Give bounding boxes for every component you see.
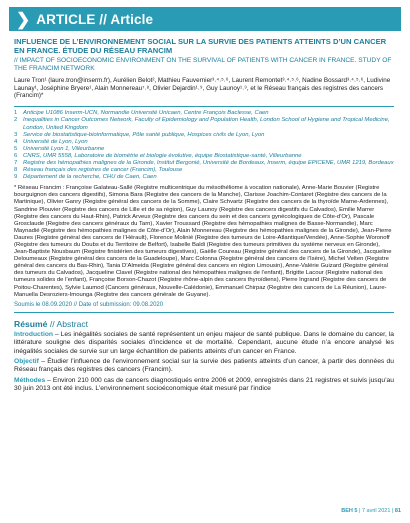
francim-network-note: * Réseau Francim : Françoise Galateau-Sallé (Registre multicentrique du mésothéliome à vocation nationale), Anne-Marie Bouvier (Registre bourguignon des cancers digestifs), Simona Bara (Registre des cancers de la Manche), Clarisse Joachim-Contaret (Registre des cancers de la Martinique), Olivier Ganry (Registre général des cancers de la Somme), Claire Schvartz (Registre des cancers de la thyroïde Marne-Ardennes), Sandrine Plouvier (Registre des cancers de Lille et de sa région), Guy Launoy (Registre des cancers digestifs du Calvados), Emilie Marrer (Registre des cancers du Haut-Rhin), Patrick Arveux (Registre des cancers du sein et des cancers gynécologiques de Côte-d’Or), Pascale Grosclaude (Registre des cancers généraux du Tarn), Xavier Troussard (Registre des hémopathies malignes de Basse-Normandie), Marc Maynadié (Registre des hémopathies malignes de Côte-d’Or), Alain Monnereau (Registre des hémopathies malignes de la Gironde), Jean-Pierre Daures (Registre général des cancers de l’Hérault), Florence Molinié (Registre des tumeurs de Loire-Atlantique/Vendée), Anne-Sophie Woronoff (Registre des tumeurs du Doubs et du Territoire de Belfort), Isabelle Baldi (Registre des tumeurs primitives du système nerveux en Gironde), Jean-Baptiste Nousbaum (Registre finistérien des tumeurs digestives), Gaëlle Coureau (Registre général des cancers de la Gironde), Jacqueline Deloumeaux (Registre général des cancers de la Guadeloupe), Marc Colonna (Registre général des cancers de l’Isère), Michel Velten (Registre général des cancers du Bas-Rhin), Tania D’Almeida (Registre général des cancers en région Limousin), Anne-Valérie Guizard (Registre général des tumeurs du Calvados), Jacqueline Clavel (Registre national des hémopathies malignes de l’enfant), Brigitte Lacour (Registre national des tumeurs solides de l’enfant), Françoise Borson-Chazot (Registre rhône-alpin des cancers thyroïdiens), Pierre Ingrand (Registre des cancers de Poitou-Charentes), Sylvie Laumod (Cancers généraux, Nouvelle-Calédonie), Emmanuel Chirpaz (Registre des cancers de La Réunion), Laure-Manuella Desroziers-Imounga (Registre des cancers générale de Guyane). xyxy=(14,185,392,298)
chevron-right-icon: ❯ xyxy=(16,9,31,29)
banner-label: ARTICLE // Article xyxy=(36,11,154,27)
article-content xyxy=(14,37,394,394)
article-title-en: // IMPACT OF SOCIOECONOMIC ENVIRONMENT ON THE SURVIVAL OF PATIENTS WITH CANCER IN FRANCE. STUDY OF THE FRANCIM NETWORK xyxy=(14,56,392,72)
article-banner xyxy=(9,7,401,31)
affiliation-item: 3 Service de biostatistique-bioinformatique, Pôle santé publique, Hospices civils de Lyon, Lyon xyxy=(14,131,265,138)
affiliation-item: 4 Université de Lyon, Lyon xyxy=(14,138,88,145)
affiliation-item: 2 Inequalities in Cancer Outcomes Network, Faculty of Epidemiology and Population Health, London School of Hygiene and Tropical Medicine, London, United Kingdom xyxy=(14,117,390,131)
submission-dates: Soumis le 08.09.2020 // Date of submission: 09.08.2020 xyxy=(14,302,394,313)
affiliation-item: 5 Université Lyon 1, Villeurbanne xyxy=(14,145,105,152)
abstract-objective: Objectif – Étudier l’influence de l’environnement social sur la survie des patients atteints d’un cancer, à partir des données du Réseau français des registres des cancers (Francim). xyxy=(14,357,394,374)
affiliation-item: 8 Réseau français des registres de cancer (Francim), Toulouse xyxy=(14,167,183,174)
abstract-methods: Méthodes – Environ 210 000 cas de cancers diagnostiqués entre 2006 et 2009, enregistrés dans 21 registres et suivis jusqu’au 30 juin 2013 ont été inclus. L’environnement socioéconomique était mesuré par l’indice xyxy=(14,376,394,393)
affiliation-item: 1 Anticipe U1086 Inserm-UCN, Normandie Université Unicaen, Centre François Baclesse, Caen xyxy=(14,110,269,117)
page-footer: BEH 5 | 7 avril 2021 | 81 xyxy=(341,508,401,514)
affiliation-item: 7 Registre des hémopathies malignes de la Gironde, Institut Bergonié, Université de Bordeaux, Inserm, équipe EPICENE, UMR 1219, Bordeaux xyxy=(14,159,394,166)
abstract-introduction: Introduction – Les inégalités sociales de santé représentent un enjeu majeur de santé publique. Dans le domaine du cancer, la littérature souligne des disparités sociales d’incidence et de mortalité. Cependant, aucune étude n’a encore analysé les inégalités sociales de survie sur un large échantillon de patients atteints d’un cancer en France. xyxy=(14,330,394,355)
affiliation-item: 9 Département de la recherche, CHU de Caen, Caen xyxy=(14,174,157,181)
article-title-fr: INFLUENCE DE L’ENVIRONNEMENT SOCIAL SUR LA SURVIE DES PATIENTS ATTEINTS D’UN CANCER EN FRANCE. ÉTUDE DU RÉSEAU FRANCIM xyxy=(14,37,387,56)
abstract-heading: Résumé // Abstract xyxy=(14,318,89,329)
author-list: Laure Tron¹ (laure.tron@inserm.fr), Aurélien Belot², Mathieu Fauvernier³˒⁴˒⁵˒⁶, Laurent Remontet³˒⁴˒⁵˒⁶, Nadine Bossard³˒⁴˒⁵˒⁶, Ludivine Launay¹, Joséphine Bryere¹, Alain Monnereau⁷˒⁸, Olivier Dejardin¹˒⁹, Guy Launoy¹˒⁹, et le Réseau français des registres des cancers (Francim)* xyxy=(14,76,391,100)
affiliations xyxy=(14,106,394,181)
affiliation-item: 6 CNRS, UMR 5558, Laboratoire de biométrie et biologie évolutive, équipe Biostatistique-santé, Villeurbanne xyxy=(14,152,302,159)
